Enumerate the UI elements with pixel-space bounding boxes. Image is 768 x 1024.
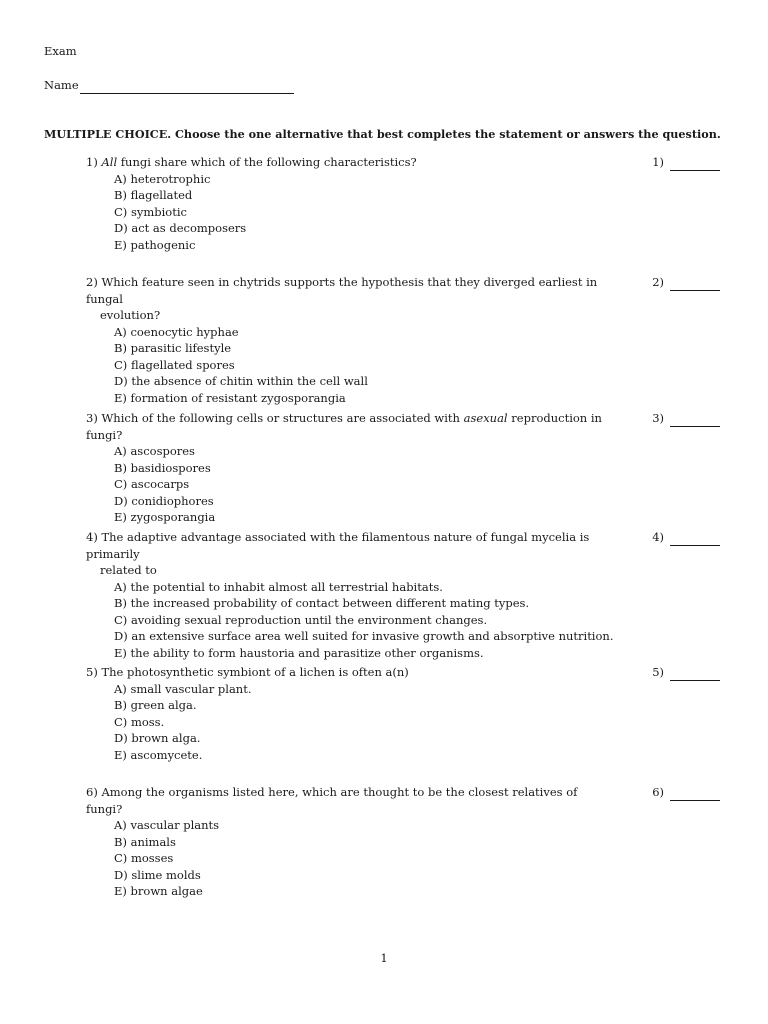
- choice-list: [114, 579, 726, 662]
- answer-slot: [652, 664, 720, 681]
- answer-number: 1): [652, 155, 664, 169]
- question-4: [86, 529, 726, 661]
- question-text-post: fungi share which of the following characteristics?: [117, 155, 417, 169]
- question-6: [86, 784, 726, 900]
- choice-a[interactable]: A) coenocytic hyphae: [114, 324, 239, 339]
- answer-blank[interactable]: [670, 533, 720, 546]
- choice-e[interactable]: E) pathogenic: [114, 237, 196, 252]
- answer-slot: [652, 529, 720, 546]
- question-number: 5): [86, 665, 98, 679]
- question-stem: [86, 664, 606, 681]
- answer-number: 3): [652, 411, 664, 425]
- name-row: [44, 77, 294, 94]
- question-text-continued: evolution?: [100, 308, 161, 322]
- question-text-emphasis: All: [101, 155, 118, 169]
- question-text-pre: Which of the following cells or structures are associated with: [101, 411, 464, 425]
- choice-c[interactable]: C) symbiotic: [114, 204, 187, 219]
- answer-slot: [652, 154, 720, 171]
- answer-number: 2): [652, 275, 664, 289]
- answer-blank[interactable]: [670, 668, 720, 681]
- question-text-post: reproduction in fungi?: [86, 411, 602, 442]
- choice-b[interactable]: B) flagellated: [114, 188, 193, 202]
- choice-a[interactable]: A) ascospores: [114, 444, 195, 458]
- answer-blank[interactable]: [670, 158, 720, 171]
- question-text: Among the organisms listed here, which are thought to be the closest relatives of fungi?: [86, 785, 578, 816]
- answer-number: 5): [652, 665, 664, 679]
- choice-e[interactable]: E) formation of resistant zygosporangia: [114, 390, 346, 405]
- question-stem: [86, 154, 606, 171]
- choice-d[interactable]: D) slime molds: [114, 867, 201, 882]
- question-stem: [86, 410, 626, 443]
- answer-slot: [652, 410, 720, 427]
- page-number: 1: [380, 951, 388, 965]
- choice-list: [114, 817, 726, 900]
- choice-c[interactable]: C) ascocarps: [114, 477, 190, 491]
- question-number: 1): [86, 155, 98, 169]
- choice-b[interactable]: B) basidiospores: [114, 460, 211, 475]
- name-label: Name: [44, 78, 79, 92]
- question-number: 2): [86, 275, 98, 289]
- exam-label: Exam: [44, 44, 77, 58]
- choice-list: [114, 443, 726, 526]
- choice-d[interactable]: D) act as decomposers: [114, 221, 247, 235]
- choice-a[interactable]: A) heterotrophic: [114, 171, 211, 186]
- choice-list: [114, 681, 726, 764]
- question-text: The adaptive advantage associated with the filamentous nature of fungal mycelia is primarily: [86, 530, 590, 561]
- answer-number: 6): [652, 785, 664, 799]
- choice-a[interactable]: A) small vascular plant.: [114, 681, 252, 696]
- answer-blank[interactable]: [670, 788, 720, 801]
- choice-b[interactable]: B) green alga.: [114, 698, 197, 712]
- choice-d[interactable]: D) the absence of chitin within the cell wall: [114, 374, 368, 388]
- question-text-emphasis: asexual: [463, 411, 508, 425]
- choice-b[interactable]: B) the increased probability of contact between different mating types.: [114, 596, 530, 610]
- choice-c[interactable]: C) moss.: [114, 714, 165, 729]
- choice-list: [114, 324, 726, 407]
- choice-c[interactable]: C) avoiding sexual reproduction until the environment changes.: [114, 612, 488, 627]
- question-text: Which feature seen in chytrids supports the hypothesis that they diverged earliest in fungal: [86, 275, 598, 306]
- question-3: [86, 410, 726, 526]
- choice-e[interactable]: E) the ability to form haustoria and parasitize other organisms.: [114, 645, 484, 660]
- question-1: [86, 154, 726, 253]
- name-field-line[interactable]: [80, 80, 294, 94]
- answer-slot: [652, 784, 720, 801]
- answer-number: 4): [652, 530, 664, 544]
- question-stem: [86, 274, 606, 324]
- choice-e[interactable]: E) zygosporangia: [114, 510, 216, 524]
- choice-b[interactable]: B) parasitic lifestyle: [114, 341, 232, 355]
- question-text-continued: related to: [100, 563, 157, 577]
- choice-c[interactable]: C) mosses: [114, 851, 174, 865]
- choice-e[interactable]: E) brown algae: [114, 884, 203, 898]
- section-instructions: MULTIPLE CHOICE. Choose the one alternative that best completes the statement or answers the question.: [44, 127, 721, 141]
- choice-d[interactable]: D) conidiophores: [114, 493, 214, 508]
- question-number: 3): [86, 411, 98, 425]
- answer-slot: [652, 274, 720, 291]
- question-stem: [86, 529, 606, 579]
- choice-a[interactable]: A) the potential to inhabit almost all terrestrial habitats.: [114, 579, 443, 594]
- question-2: [86, 274, 726, 406]
- choice-d[interactable]: D) brown alga.: [114, 731, 201, 745]
- question-stem: [86, 784, 606, 817]
- choice-e[interactable]: E) ascomycete.: [114, 747, 203, 762]
- question-text: The photosynthetic symbiont of a lichen is often a(n): [101, 665, 409, 679]
- choice-list: [114, 171, 726, 254]
- choice-c[interactable]: C) flagellated spores: [114, 357, 235, 372]
- question-number: 6): [86, 785, 98, 799]
- choice-b[interactable]: B) animals: [114, 834, 176, 849]
- answer-blank[interactable]: [670, 414, 720, 427]
- question-5: [86, 664, 726, 763]
- choice-d[interactable]: D) an extensive surface area well suited for invasive growth and absorptive nutrition.: [114, 629, 614, 643]
- choice-a[interactable]: A) vascular plants: [114, 818, 220, 832]
- answer-blank[interactable]: [670, 278, 720, 291]
- question-number: 4): [86, 530, 98, 544]
